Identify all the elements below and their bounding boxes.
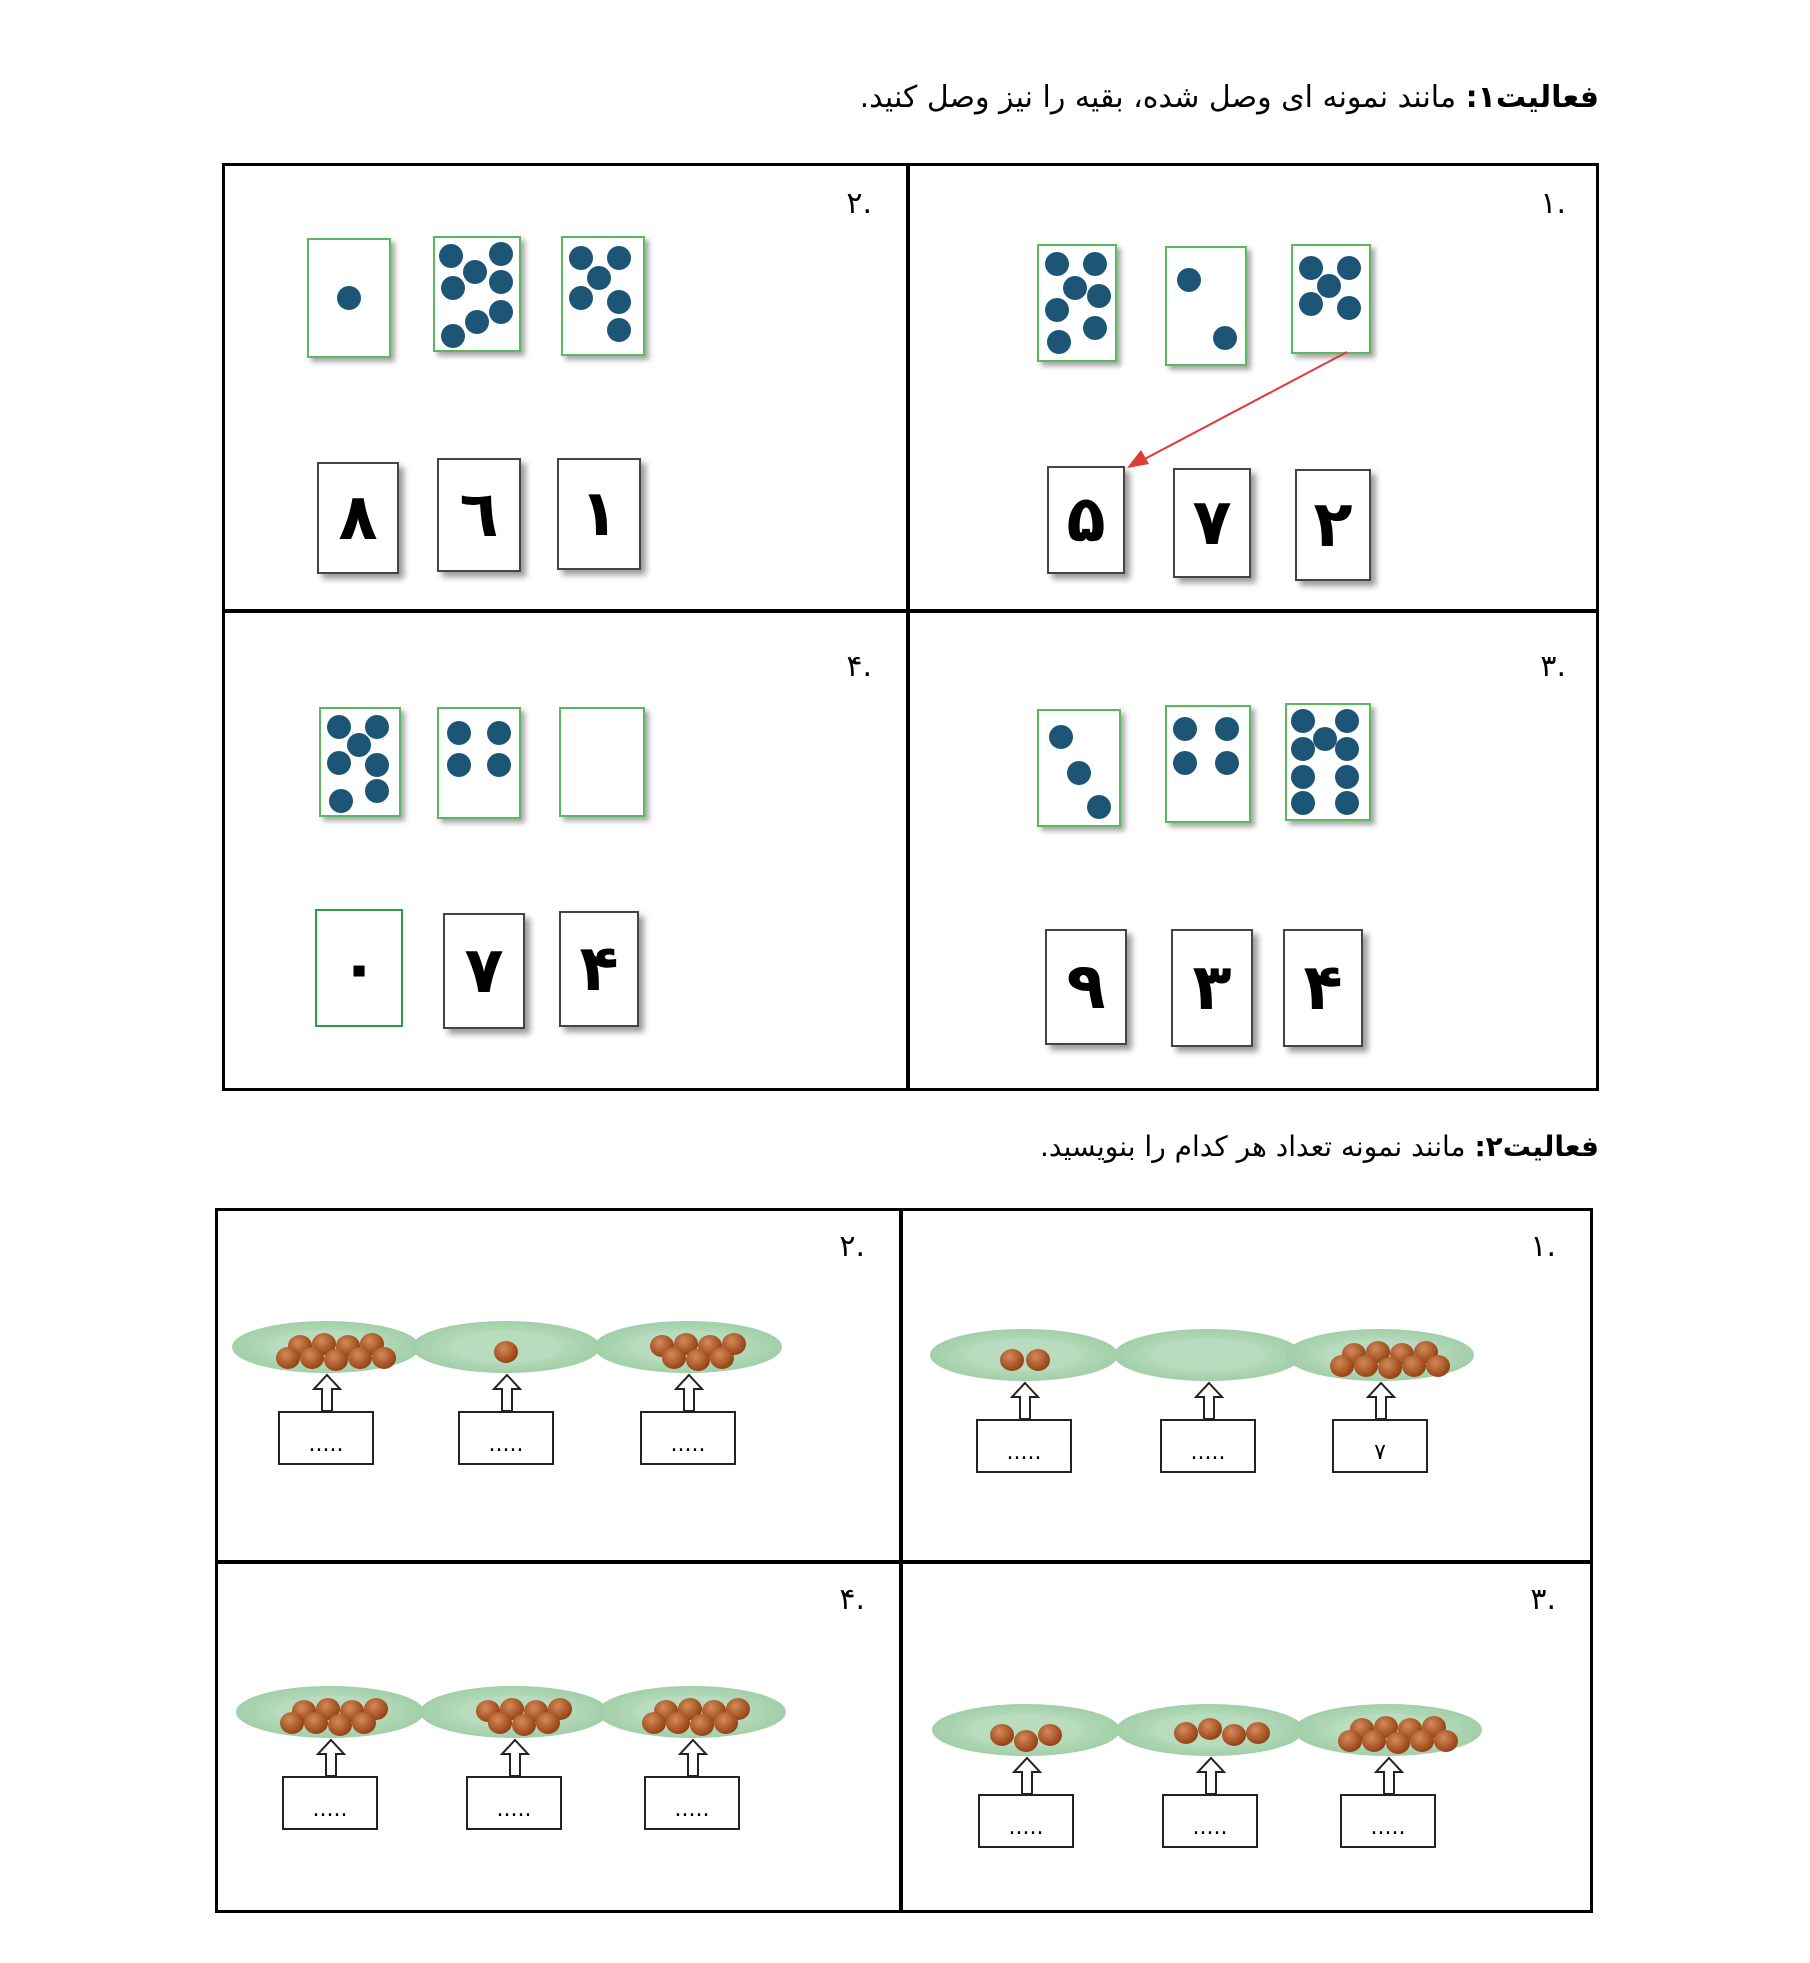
ball — [686, 1349, 710, 1371]
ball — [352, 1712, 376, 1734]
up-arrow-icon — [1196, 1756, 1226, 1796]
ball — [1000, 1349, 1024, 1371]
activity2-cell-1 — [902, 1211, 1590, 1560]
answer-box[interactable]: ۷ — [1332, 1419, 1428, 1473]
example-arrow — [1119, 346, 1359, 476]
ball — [1434, 1730, 1458, 1752]
activity1-cell-4 — [225, 613, 906, 1088]
activity2-title — [1040, 1130, 1599, 1163]
ball — [1410, 1730, 1434, 1752]
activity1-grid — [222, 163, 1599, 1091]
answer-box[interactable]: ..... — [644, 1776, 740, 1830]
ball — [990, 1724, 1014, 1746]
number-card[interactable]: ۰ — [315, 909, 403, 1027]
ball — [1174, 1722, 1198, 1744]
ball — [1338, 1730, 1362, 1752]
answer-box[interactable]: ..... — [458, 1411, 554, 1465]
number-card[interactable]: ۳ — [1171, 929, 1253, 1047]
ball — [324, 1349, 348, 1371]
ball — [662, 1347, 686, 1369]
ball — [304, 1712, 328, 1734]
activity1-instruction: مانند نمونه ای وصل شده، بقیه را نیز وصل کنید. — [859, 80, 1457, 115]
number-card[interactable]: ۸ — [317, 462, 399, 574]
dot-card-four[interactable] — [437, 707, 521, 819]
ball — [1330, 1355, 1354, 1377]
number-card[interactable]: ۱ — [557, 458, 641, 570]
question-number: .۱ — [1540, 186, 1566, 221]
question-number: .۳ — [1540, 649, 1566, 684]
answer-box[interactable]: ..... — [278, 1411, 374, 1465]
up-arrow-icon — [312, 1373, 342, 1413]
number-card[interactable]: ۷ — [443, 913, 525, 1029]
activity2-cell-2 — [218, 1211, 899, 1560]
ball — [1014, 1730, 1038, 1752]
answer-box[interactable]: ..... — [1162, 1794, 1258, 1848]
ball — [512, 1714, 536, 1736]
ball — [710, 1347, 734, 1369]
ball — [714, 1712, 738, 1734]
dot-card-nine[interactable] — [1285, 703, 1371, 821]
ball — [280, 1712, 304, 1734]
answer-box[interactable]: ..... — [1340, 1794, 1436, 1848]
ball — [328, 1714, 352, 1736]
activity2-grid — [215, 1208, 1593, 1913]
number-card[interactable]: ۷ — [1173, 468, 1251, 578]
up-arrow-icon — [678, 1738, 708, 1778]
answer-box[interactable]: ..... — [640, 1411, 736, 1465]
ball — [1378, 1357, 1402, 1379]
ball — [666, 1712, 690, 1734]
question-number: .۳ — [1530, 1582, 1556, 1617]
dot-card-one[interactable] — [307, 238, 391, 358]
answer-box[interactable]: ..... — [1160, 1419, 1256, 1473]
question-number: .۱ — [1530, 1229, 1556, 1264]
ball — [1402, 1355, 1426, 1377]
number-card[interactable]: ۲ — [1295, 469, 1371, 581]
dot-card-six[interactable] — [319, 707, 401, 817]
ball — [494, 1341, 518, 1363]
ball — [1354, 1355, 1378, 1377]
ball — [1038, 1724, 1062, 1746]
number-card[interactable]: ۵ — [1047, 466, 1125, 574]
up-arrow-icon — [492, 1373, 522, 1413]
up-arrow-icon — [316, 1738, 346, 1778]
dot-card-three[interactable] — [1037, 709, 1121, 827]
question-number: .۲ — [846, 186, 872, 221]
up-arrow-icon — [1012, 1756, 1042, 1796]
up-arrow-icon — [1194, 1381, 1224, 1421]
dot-card-eight[interactable] — [433, 236, 521, 352]
dot-card-empty[interactable] — [559, 707, 645, 817]
activity2-label: فعالیت۲: — [1474, 1130, 1599, 1163]
dot-card-six[interactable] — [561, 236, 645, 356]
question-number: .۴ — [839, 1582, 865, 1617]
ball — [1362, 1730, 1386, 1752]
number-card[interactable]: ۹ — [1045, 929, 1127, 1045]
activity2-cell-3 — [902, 1564, 1590, 1910]
ball — [348, 1347, 372, 1369]
up-arrow-icon — [1010, 1381, 1040, 1421]
answer-box[interactable]: ..... — [978, 1794, 1074, 1848]
ball — [1026, 1349, 1050, 1371]
activity2-instruction: مانند نمونه تعداد هر کدام را بنویسید. — [1039, 1130, 1466, 1163]
ball — [1222, 1724, 1246, 1746]
ball — [300, 1347, 324, 1369]
activity1-cell-2 — [225, 166, 906, 609]
up-arrow-icon — [1374, 1756, 1404, 1796]
activity1-cell-1 — [909, 166, 1596, 609]
dot-card-four[interactable] — [1165, 705, 1251, 823]
ball — [1246, 1722, 1270, 1744]
dot-card-five[interactable] — [1291, 244, 1371, 354]
ball — [276, 1347, 300, 1369]
question-number: .۴ — [846, 649, 872, 684]
activity1-label: فعالیت۱: — [1465, 80, 1599, 115]
number-card[interactable]: ٦ — [437, 458, 521, 572]
up-arrow-icon — [500, 1738, 530, 1778]
number-card[interactable]: ۴ — [559, 911, 639, 1027]
question-number: .۲ — [839, 1229, 865, 1264]
answer-box[interactable]: ..... — [282, 1776, 378, 1830]
activity1-cell-3 — [909, 613, 1596, 1088]
ball — [372, 1347, 396, 1369]
activity2-cell-4 — [218, 1564, 899, 1910]
ball — [1198, 1718, 1222, 1740]
ball — [1386, 1732, 1410, 1754]
activity1-title — [860, 80, 1599, 115]
up-arrow-icon — [1366, 1381, 1396, 1421]
ball — [536, 1712, 560, 1734]
dot-card-seven[interactable] — [1037, 244, 1117, 362]
ball — [642, 1712, 666, 1734]
ball — [690, 1714, 714, 1736]
ball — [1426, 1355, 1450, 1377]
answer-box[interactable]: ..... — [976, 1419, 1072, 1473]
answer-box[interactable]: ..... — [466, 1776, 562, 1830]
number-card[interactable]: ۴ — [1283, 929, 1363, 1047]
ball — [488, 1712, 512, 1734]
up-arrow-icon — [674, 1373, 704, 1413]
